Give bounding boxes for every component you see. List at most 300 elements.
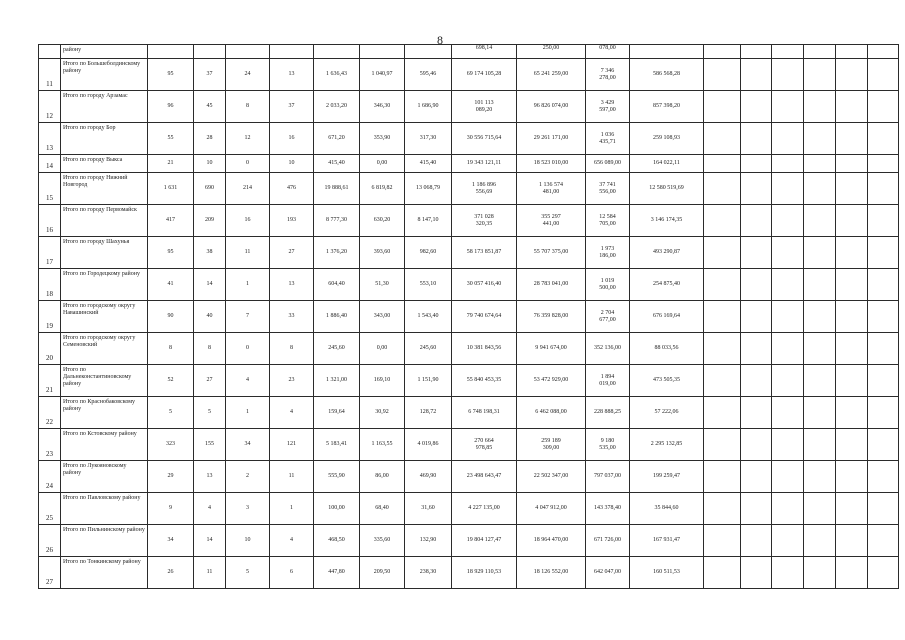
row-number: 14: [39, 155, 61, 173]
empty-cell: [704, 365, 741, 397]
value-cell-5: 159,64: [314, 397, 360, 429]
empty-cell: [868, 45, 899, 59]
value-cell-1: 26: [148, 557, 194, 589]
municipality-name: Итого по Дальнеконстантиновскому району: [61, 365, 148, 397]
value-cell-9: 28 783 041,00: [517, 269, 586, 301]
value-cell-3: 2: [226, 461, 270, 493]
empty-cell: [741, 333, 772, 365]
municipality-name: Итого по Большеболдинскому району: [61, 59, 148, 91]
table-row: [39, 173, 899, 205]
value-cell-2: 37: [194, 59, 226, 91]
value-cell-7: 1 151,90: [405, 365, 452, 397]
empty-cell: [836, 461, 868, 493]
value-cell-5: 5 183,41: [314, 429, 360, 461]
value-cell-1: 417: [148, 205, 194, 237]
empty-cell: [836, 365, 868, 397]
empty-cell: [804, 365, 836, 397]
empty-cell: [868, 301, 899, 333]
value-cell-10: 37 741 556,00: [586, 173, 630, 205]
value-cell-2: 4: [194, 493, 226, 525]
row-number: 13: [39, 123, 61, 155]
row-number: 15: [39, 173, 61, 205]
value-cell-3: 1: [226, 397, 270, 429]
empty-cell: [804, 493, 836, 525]
empty-cell: [741, 155, 772, 173]
table-row: [39, 59, 899, 91]
value-cell-2: 690: [194, 173, 226, 205]
value-cell-9: 259 189 309,00: [517, 429, 586, 461]
empty-cell: [704, 59, 741, 91]
value-cell-11: 259 108,93: [630, 123, 704, 155]
value-cell-5: 8 777,30: [314, 205, 360, 237]
value-cell-10: 143 378,40: [586, 493, 630, 525]
value-cell-1: 41: [148, 269, 194, 301]
value-cell-5: 100,00: [314, 493, 360, 525]
value-cell-1: 90: [148, 301, 194, 333]
empty-cell: [836, 45, 868, 59]
table-row: [39, 429, 899, 461]
value-cell-11: 57 222,06: [630, 397, 704, 429]
table-body: [39, 45, 899, 589]
value-cell-7: 31,60: [405, 493, 452, 525]
value-cell-8: 6 748 198,31: [452, 397, 517, 429]
empty-cell: [868, 461, 899, 493]
value-cell-9: 4 047 912,00: [517, 493, 586, 525]
value-cell-2: 38: [194, 237, 226, 269]
value-cell-11: 199 259,47: [630, 461, 704, 493]
value-cell-3: 4: [226, 365, 270, 397]
row-number: 23: [39, 429, 61, 461]
value-cell-10: 1 973 186,00: [586, 237, 630, 269]
empty-cell: [804, 525, 836, 557]
value-cell-2: 40: [194, 301, 226, 333]
value-cell-2: [194, 45, 226, 59]
value-cell-6: 209,50: [360, 557, 405, 589]
row-number: 18: [39, 269, 61, 301]
value-cell-9: 18 523 010,00: [517, 155, 586, 173]
value-cell-4: 4: [270, 525, 314, 557]
empty-cell: [704, 301, 741, 333]
value-cell-5: 415,40: [314, 155, 360, 173]
value-cell-2: 13: [194, 461, 226, 493]
value-cell-7: 469,90: [405, 461, 452, 493]
empty-cell: [772, 301, 804, 333]
value-cell-8: 270 664 978,85: [452, 429, 517, 461]
municipality-name: Итого по городу Первомайск: [61, 205, 148, 237]
value-cell-4: 16: [270, 123, 314, 155]
empty-cell: [836, 123, 868, 155]
empty-cell: [836, 301, 868, 333]
value-cell-4: 11: [270, 461, 314, 493]
value-cell-8: 58 173 851,87: [452, 237, 517, 269]
empty-cell: [804, 301, 836, 333]
value-cell-5: 1 321,00: [314, 365, 360, 397]
empty-cell: [804, 429, 836, 461]
value-cell-4: 13: [270, 269, 314, 301]
empty-cell: [741, 91, 772, 123]
empty-cell: [772, 429, 804, 461]
value-cell-9: 18 126 552,00: [517, 557, 586, 589]
empty-cell: [804, 557, 836, 589]
value-cell-7: [405, 45, 452, 59]
value-cell-3: 11: [226, 237, 270, 269]
value-cell-4: 8: [270, 333, 314, 365]
value-cell-10: 2 704 677,00: [586, 301, 630, 333]
value-cell-3: 3: [226, 493, 270, 525]
empty-cell: [772, 155, 804, 173]
empty-cell: [836, 493, 868, 525]
empty-cell: [772, 557, 804, 589]
value-cell-10: 642 047,00: [586, 557, 630, 589]
value-cell-10: 12 584 705,00: [586, 205, 630, 237]
value-cell-4: 4: [270, 397, 314, 429]
value-cell-3: 34: [226, 429, 270, 461]
value-cell-8: 19 804 127,47: [452, 525, 517, 557]
value-cell-6: 353,90: [360, 123, 405, 155]
value-cell-11: 254 875,40: [630, 269, 704, 301]
value-cell-3: [226, 45, 270, 59]
value-cell-4: [270, 45, 314, 59]
value-cell-10: 797 037,00: [586, 461, 630, 493]
value-cell-3: 0: [226, 155, 270, 173]
value-cell-2: 14: [194, 269, 226, 301]
value-cell-4: 193: [270, 205, 314, 237]
value-cell-6: 1 040,97: [360, 59, 405, 91]
value-cell-2: 8: [194, 333, 226, 365]
value-cell-9: 29 261 171,00: [517, 123, 586, 155]
empty-cell: [741, 301, 772, 333]
empty-cell: [836, 59, 868, 91]
municipality-name: Итого по Городецкому району: [61, 269, 148, 301]
value-cell-6: 0,00: [360, 155, 405, 173]
value-cell-11: 12 580 519,69: [630, 173, 704, 205]
value-cell-3: 12: [226, 123, 270, 155]
value-cell-5: [314, 45, 360, 59]
value-cell-9: 22 502 347,00: [517, 461, 586, 493]
data-table: [38, 44, 899, 589]
empty-cell: [772, 123, 804, 155]
empty-cell: [741, 397, 772, 429]
value-cell-2: 11: [194, 557, 226, 589]
value-cell-10: 1 894 019,00: [586, 365, 630, 397]
value-cell-7: 553,10: [405, 269, 452, 301]
table-row: [39, 237, 899, 269]
empty-cell: [868, 269, 899, 301]
value-cell-6: 393,60: [360, 237, 405, 269]
value-cell-11: 35 844,60: [630, 493, 704, 525]
municipality-name: Итого по Павловскому району: [61, 493, 148, 525]
municipality-name: Итого по городскому округу Навашинский: [61, 301, 148, 333]
value-cell-4: 33: [270, 301, 314, 333]
value-cell-6: 169,10: [360, 365, 405, 397]
value-cell-1: 96: [148, 91, 194, 123]
value-cell-1: 9: [148, 493, 194, 525]
value-cell-7: 1 543,40: [405, 301, 452, 333]
municipality-name: Итого по городу Арзамас: [61, 91, 148, 123]
value-cell-7: 128,72: [405, 397, 452, 429]
value-cell-3: 24: [226, 59, 270, 91]
value-cell-1: 323: [148, 429, 194, 461]
value-cell-8: 371 028 320,35: [452, 205, 517, 237]
municipality-name: Итого по городскому округу Семеновский: [61, 333, 148, 365]
value-cell-4: 1: [270, 493, 314, 525]
value-cell-6: 51,30: [360, 269, 405, 301]
value-cell-1: 52: [148, 365, 194, 397]
empty-cell: [741, 493, 772, 525]
empty-cell: [741, 45, 772, 59]
value-cell-8: 30 556 715,64: [452, 123, 517, 155]
value-cell-2: 209: [194, 205, 226, 237]
value-cell-7: 595,46: [405, 59, 452, 91]
empty-cell: [704, 205, 741, 237]
empty-cell: [868, 493, 899, 525]
value-cell-7: 238,30: [405, 557, 452, 589]
empty-cell: [804, 59, 836, 91]
value-cell-4: 37: [270, 91, 314, 123]
empty-cell: [836, 557, 868, 589]
row-number: [39, 45, 61, 59]
value-cell-4: 23: [270, 365, 314, 397]
empty-cell: [772, 493, 804, 525]
municipality-name: Итого по Кстовскому району: [61, 429, 148, 461]
empty-cell: [772, 461, 804, 493]
value-cell-6: [360, 45, 405, 59]
table-row: [39, 333, 899, 365]
empty-cell: [868, 525, 899, 557]
value-cell-9: 76 359 828,00: [517, 301, 586, 333]
empty-cell: [704, 493, 741, 525]
value-cell-10: 228 888,25: [586, 397, 630, 429]
value-cell-8: 69 174 105,28: [452, 59, 517, 91]
value-cell-7: 1 686,90: [405, 91, 452, 123]
empty-cell: [741, 205, 772, 237]
value-cell-3: 0: [226, 333, 270, 365]
empty-cell: [772, 397, 804, 429]
empty-cell: [804, 155, 836, 173]
value-cell-4: 13: [270, 59, 314, 91]
value-cell-8: 30 057 416,40: [452, 269, 517, 301]
empty-cell: [804, 269, 836, 301]
value-cell-9: 53 472 929,00: [517, 365, 586, 397]
row-number: 20: [39, 333, 61, 365]
value-cell-7: 4 019,86: [405, 429, 452, 461]
row-number: 27: [39, 557, 61, 589]
row-number: 24: [39, 461, 61, 493]
row-number: 16: [39, 205, 61, 237]
value-cell-10: 352 136,00: [586, 333, 630, 365]
empty-cell: [836, 91, 868, 123]
empty-cell: [741, 525, 772, 557]
value-cell-11: 3 146 174,35: [630, 205, 704, 237]
page-number: 8: [437, 33, 443, 47]
value-cell-9: 355 297 441,00: [517, 205, 586, 237]
empty-cell: [836, 155, 868, 173]
value-cell-9: 9 941 674,00: [517, 333, 586, 365]
empty-cell: [804, 205, 836, 237]
value-cell-1: 21: [148, 155, 194, 173]
municipality-name: Итого по городу Шахунья: [61, 237, 148, 269]
value-cell-5: 19 888,61: [314, 173, 360, 205]
value-cell-7: 245,60: [405, 333, 452, 365]
empty-cell: [772, 525, 804, 557]
value-cell-1: 95: [148, 237, 194, 269]
value-cell-11: 167 931,47: [630, 525, 704, 557]
row-number: 21: [39, 365, 61, 397]
value-cell-5: 468,50: [314, 525, 360, 557]
empty-cell: [868, 429, 899, 461]
empty-cell: [772, 91, 804, 123]
value-cell-5: 1 376,20: [314, 237, 360, 269]
empty-cell: [836, 173, 868, 205]
empty-cell: [868, 365, 899, 397]
value-cell-1: 34: [148, 525, 194, 557]
value-cell-6: 30,92: [360, 397, 405, 429]
value-cell-10: 656 089,00: [586, 155, 630, 173]
value-cell-1: 5: [148, 397, 194, 429]
value-cell-9: 6 462 088,00: [517, 397, 586, 429]
value-cell-5: 447,80: [314, 557, 360, 589]
value-cell-4: 6: [270, 557, 314, 589]
empty-cell: [836, 237, 868, 269]
value-cell-2: 5: [194, 397, 226, 429]
value-cell-4: 121: [270, 429, 314, 461]
value-cell-4: 476: [270, 173, 314, 205]
empty-cell: [804, 91, 836, 123]
table-row: [39, 365, 899, 397]
value-cell-6: 630,20: [360, 205, 405, 237]
value-cell-9: 250,00: [517, 45, 586, 59]
row-number: 26: [39, 525, 61, 557]
value-cell-10: 671 726,00: [586, 525, 630, 557]
value-cell-4: 27: [270, 237, 314, 269]
value-cell-4: 10: [270, 155, 314, 173]
row-number: 22: [39, 397, 61, 429]
empty-cell: [704, 557, 741, 589]
value-cell-2: 28: [194, 123, 226, 155]
value-cell-5: 245,60: [314, 333, 360, 365]
empty-cell: [741, 557, 772, 589]
value-cell-11: 88 033,56: [630, 333, 704, 365]
empty-cell: [804, 45, 836, 59]
value-cell-2: 14: [194, 525, 226, 557]
value-cell-7: 982,60: [405, 237, 452, 269]
value-cell-11: 586 568,28: [630, 59, 704, 91]
value-cell-5: 2 033,20: [314, 91, 360, 123]
empty-cell: [836, 525, 868, 557]
table-row: [39, 525, 899, 557]
value-cell-10: 9 180 535,00: [586, 429, 630, 461]
value-cell-8: 698,14: [452, 45, 517, 59]
value-cell-5: 1 636,43: [314, 59, 360, 91]
empty-cell: [772, 205, 804, 237]
row-number: 12: [39, 91, 61, 123]
value-cell-11: 473 505,35: [630, 365, 704, 397]
table-row: [39, 461, 899, 493]
empty-cell: [741, 237, 772, 269]
value-cell-11: 857 398,20: [630, 91, 704, 123]
empty-cell: [868, 237, 899, 269]
value-cell-11: 164 022,11: [630, 155, 704, 173]
value-cell-7: 415,40: [405, 155, 452, 173]
row-number: 19: [39, 301, 61, 333]
empty-cell: [836, 429, 868, 461]
value-cell-7: 13 068,79: [405, 173, 452, 205]
table-row: [39, 397, 899, 429]
value-cell-3: 1: [226, 269, 270, 301]
value-cell-9: 55 707 375,00: [517, 237, 586, 269]
table-row: [39, 205, 899, 237]
value-cell-8: 23 498 643,47: [452, 461, 517, 493]
empty-cell: [868, 59, 899, 91]
empty-cell: [704, 333, 741, 365]
value-cell-9: 65 241 259,00: [517, 59, 586, 91]
table-row: [39, 269, 899, 301]
value-cell-6: 68,40: [360, 493, 405, 525]
value-cell-5: 1 886,40: [314, 301, 360, 333]
value-cell-6: 6 819,82: [360, 173, 405, 205]
value-cell-2: 155: [194, 429, 226, 461]
empty-cell: [704, 269, 741, 301]
value-cell-5: 555,90: [314, 461, 360, 493]
value-cell-8: 19 343 121,11: [452, 155, 517, 173]
municipality-name: району: [61, 45, 148, 59]
empty-cell: [868, 91, 899, 123]
row-number: 25: [39, 493, 61, 525]
value-cell-3: 16: [226, 205, 270, 237]
empty-cell: [741, 461, 772, 493]
empty-cell: [704, 45, 741, 59]
empty-cell: [836, 269, 868, 301]
table-row: [39, 301, 899, 333]
empty-cell: [704, 429, 741, 461]
value-cell-5: 604,40: [314, 269, 360, 301]
table-row: [39, 123, 899, 155]
empty-cell: [772, 269, 804, 301]
value-cell-10: 1 036 435,71: [586, 123, 630, 155]
table-row: [39, 91, 899, 123]
empty-cell: [704, 123, 741, 155]
value-cell-8: 55 840 453,35: [452, 365, 517, 397]
row-number: 11: [39, 59, 61, 91]
value-cell-10: 078,00: [586, 45, 630, 59]
value-cell-3: 10: [226, 525, 270, 557]
municipality-name: Итого по городу Выкса: [61, 155, 148, 173]
empty-cell: [741, 173, 772, 205]
value-cell-8: 18 929 110,53: [452, 557, 517, 589]
value-cell-1: 8: [148, 333, 194, 365]
value-cell-1: 95: [148, 59, 194, 91]
empty-cell: [704, 525, 741, 557]
empty-cell: [804, 123, 836, 155]
empty-cell: [741, 365, 772, 397]
value-cell-6: 0,00: [360, 333, 405, 365]
empty-cell: [772, 59, 804, 91]
value-cell-9: 96 826 074,00: [517, 91, 586, 123]
value-cell-7: 132,90: [405, 525, 452, 557]
municipality-name: Итого по Тонкинскому району: [61, 557, 148, 589]
value-cell-3: 8: [226, 91, 270, 123]
value-cell-2: 10: [194, 155, 226, 173]
value-cell-9: 1 136 574 481,00: [517, 173, 586, 205]
empty-cell: [868, 397, 899, 429]
empty-cell: [868, 205, 899, 237]
municipality-name: Итого по Пильнинскому району: [61, 525, 148, 557]
empty-cell: [704, 155, 741, 173]
value-cell-5: 671,20: [314, 123, 360, 155]
value-cell-6: 335,60: [360, 525, 405, 557]
empty-cell: [772, 333, 804, 365]
value-cell-10: 7 346 278,00: [586, 59, 630, 91]
